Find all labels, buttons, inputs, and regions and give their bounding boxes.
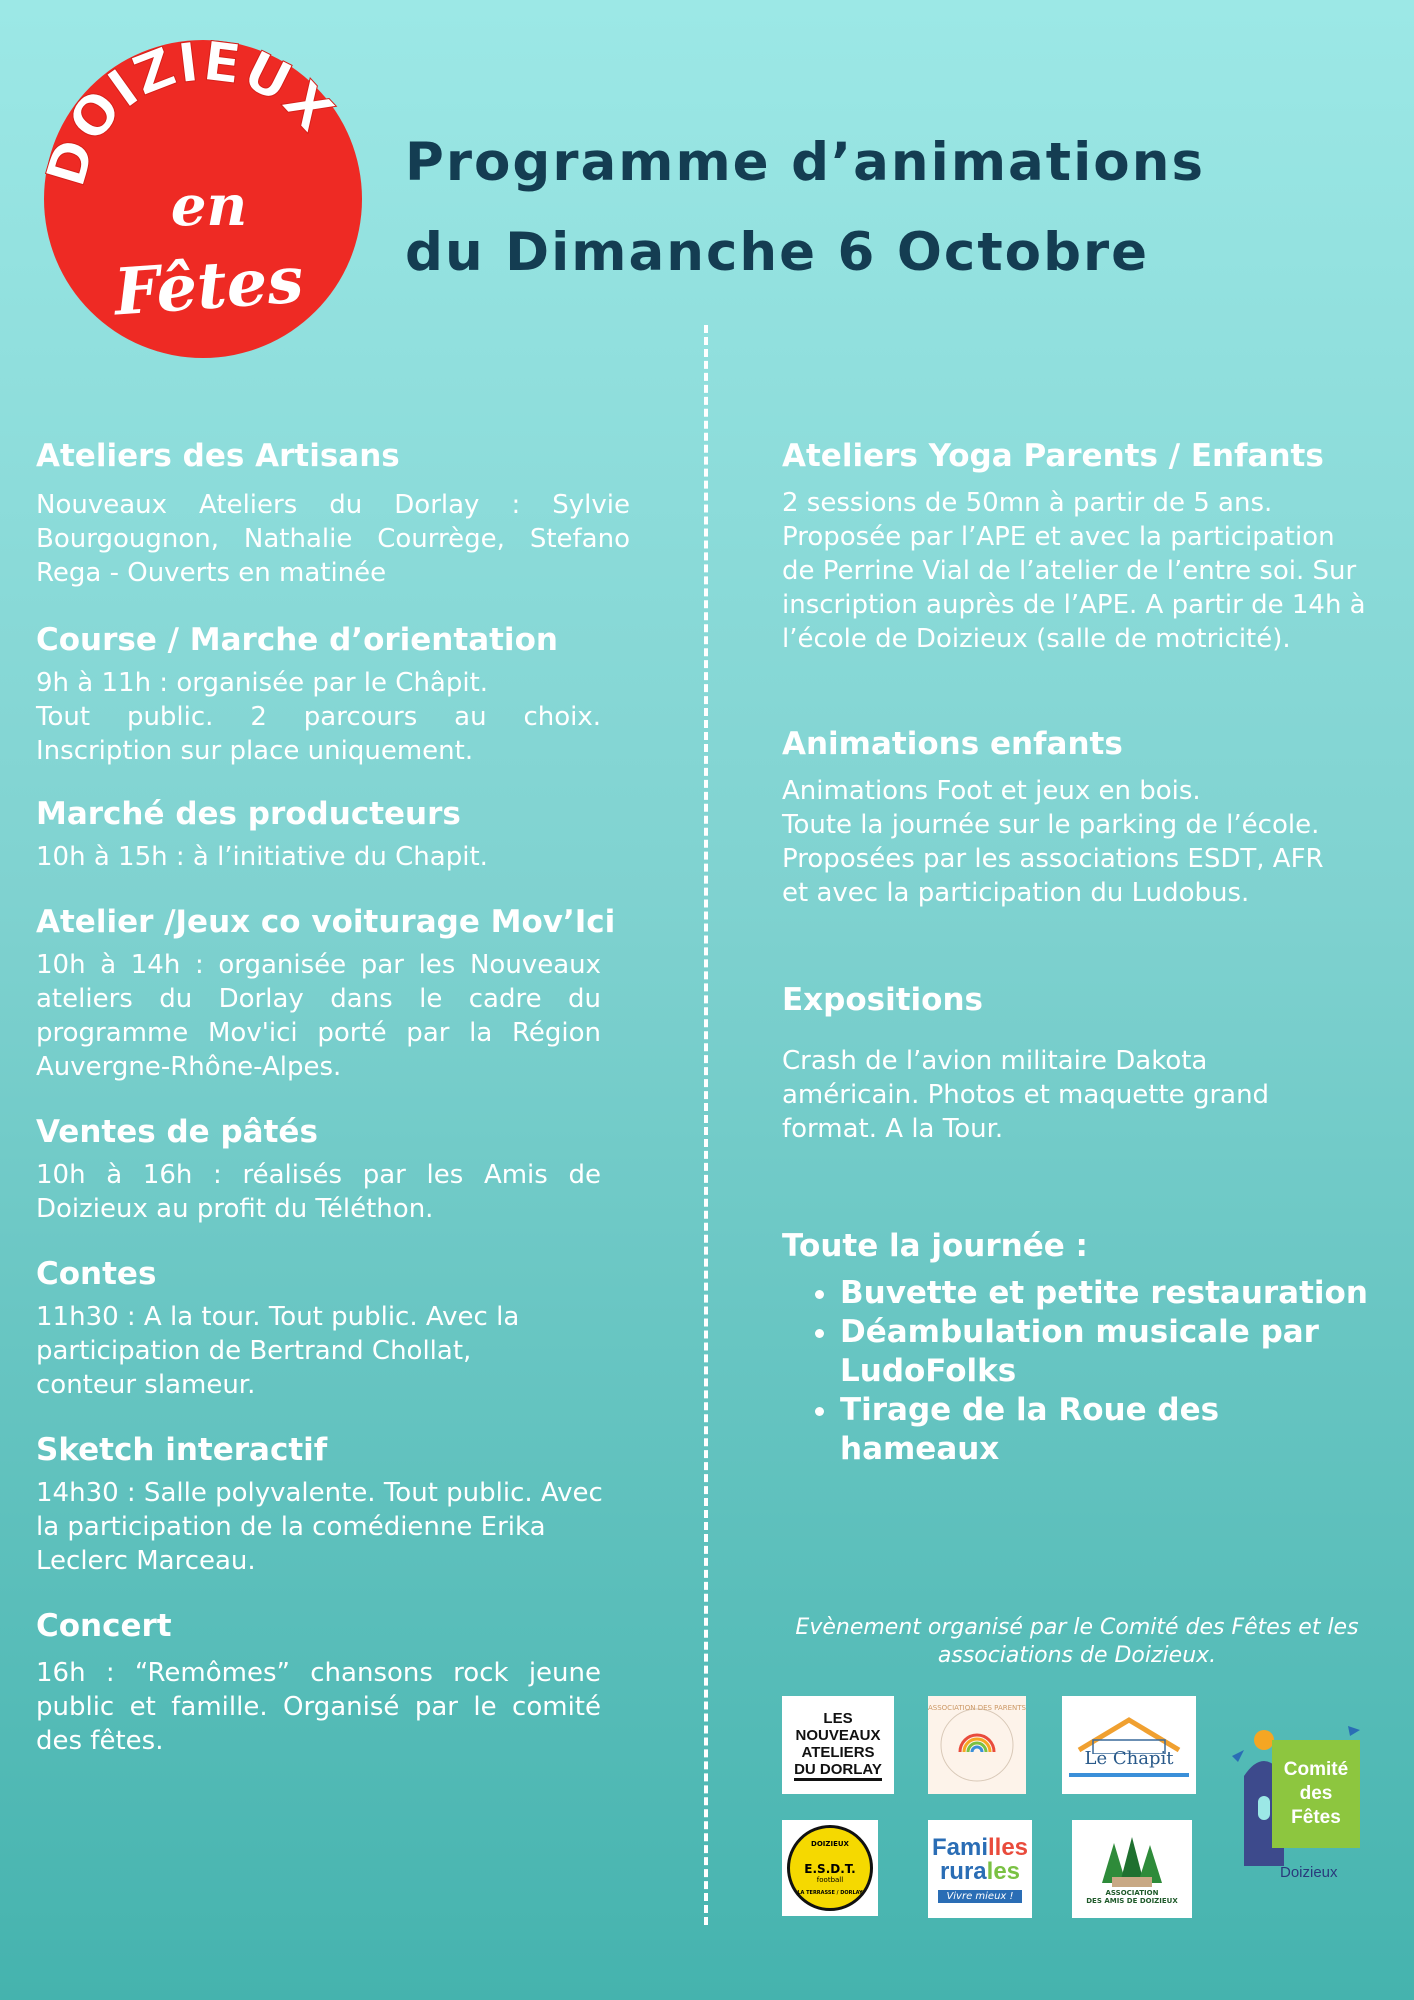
esdt-logo xyxy=(782,1820,878,1916)
section-body: 16h : “Remômes” chansons rock jeune public et famille. Organisé par le comité des fêtes. xyxy=(36,1658,601,1756)
section-title: Animations enfants xyxy=(782,726,1123,762)
section-body: 10h à 14h : organisée par les Nouveaux ateliers du Dorlay dans le cadre du programme Mov'ici porté par la Région Auvergne-Rhône-Alpes. xyxy=(36,950,601,1082)
title-line1: Programme d’animations xyxy=(405,132,1206,193)
list-item: • Déambulation musicale par LudoFolks xyxy=(840,1313,1372,1391)
familles-rurales-logo: Familles rurales Vivre mieux ! xyxy=(928,1820,1032,1918)
ape-logo: ASSOCIATION DES PARENTS xyxy=(928,1696,1026,1794)
section-yoga xyxy=(782,436,1372,656)
column-divider xyxy=(704,325,708,1925)
section-title: Marché des producteurs xyxy=(36,796,461,832)
left-column xyxy=(36,436,630,1758)
svg-text:DOIZIEUX xyxy=(44,40,346,193)
esdt-badge: DOIZIEUX E.S.D.T. football LA TERRASSE / DORLAY xyxy=(787,1825,873,1911)
section-title: Atelier /Jeux co voiturage Mov’Ici xyxy=(36,904,616,940)
section-body: Animations Foot et jeux en bois. Toute la journée sur le parking de l’école. Proposées par les associations ESDT, AFR et avec la participation du Ludobus. xyxy=(782,776,1324,908)
section-title: Course / Marche d’orientation xyxy=(36,622,558,658)
section-title: Toute la journée : xyxy=(782,1228,1088,1264)
section-sketch xyxy=(36,1430,611,1578)
list-item: • Tirage de la Roue des hameaux xyxy=(840,1391,1372,1469)
section-title: Sketch interactif xyxy=(36,1432,328,1468)
doizieux-en-fetes-logo xyxy=(44,40,362,358)
comite-des-fetes-logo: Comité des Fêtes Doizieux xyxy=(1224,1716,1374,1888)
section-title: Ventes de pâtés xyxy=(36,1114,318,1150)
logo-graphic xyxy=(44,40,362,358)
section-ateliers-artisans xyxy=(36,436,630,590)
section-body: Crash de l’avion militaire Dakota américain. Photos et maquette grand format. A la Tour. xyxy=(782,1046,1270,1144)
section-title: Expositions xyxy=(782,982,984,1018)
section-body: Nouveaux Ateliers du Dorlay : Sylvie Bourgougnon, Nathalie Courrège, Stefano Rega - Ouverts en matinée xyxy=(36,490,630,588)
section-concert xyxy=(36,1606,601,1758)
section-animations-enfants xyxy=(782,724,1342,910)
logo-line1: OIZIEUX xyxy=(56,40,346,154)
section-ventes-pates xyxy=(36,1112,601,1226)
nouveaux-ateliers-logo: LES NOUVEAUX ATELIERS DU DORLAY xyxy=(782,1696,894,1794)
water-line xyxy=(1069,1773,1189,1777)
logo-line3: Fêtes xyxy=(111,242,306,331)
section-title: Concert xyxy=(36,1608,172,1644)
list-item: • Buvette et petite restauration xyxy=(840,1274,1372,1313)
section-body: 10h à 15h : à l’initiative du Chapit. xyxy=(36,842,488,872)
organizer-note: Evènement organisé par le Comité des Fêtes et les associations de Doizieux. xyxy=(795,1615,1359,1668)
rainbow-icon xyxy=(932,1700,1022,1790)
section-body: 11h30 : A la tour. Tout public. Avec la participation de Bertrand Chollat, conteur slameur. xyxy=(36,1302,520,1400)
comite-green-box: Comité des Fêtes xyxy=(1272,1740,1360,1848)
title-line2: du Dimanche 6 Octobre xyxy=(405,222,1150,283)
section-body: 9h à 11h : organisée par le Châpit. Tout public. 2 parcours au choix. Inscription sur place uniquement. xyxy=(36,668,601,766)
section-title: Contes xyxy=(36,1256,157,1292)
all-day-list xyxy=(782,1274,1372,1469)
trees-icon xyxy=(1082,1833,1182,1889)
section-course-orientation xyxy=(36,620,601,768)
section-title: Ateliers Yoga Parents / Enfants xyxy=(782,438,1324,474)
section-expositions xyxy=(782,980,1342,1146)
amis-de-doizieux-logo: ASSOCIATION DES AMIS DE DOIZIEUX xyxy=(1072,1820,1192,1918)
section-contes xyxy=(36,1254,566,1402)
section-toute-la-journee xyxy=(782,1226,1372,1469)
section-body: 14h30 : Salle polyvalente. Tout public. Avec la participation de la comédienne Erika Leclerc Marceau. xyxy=(36,1478,603,1576)
section-title: Ateliers des Artisans xyxy=(36,438,400,474)
right-column xyxy=(782,436,1372,1469)
section-body: 2 sessions de 50mn à partir de 5 ans. Proposée par l’APE et avec la participation de Perrine Vial de l’atelier de l’entre soi. Sur inscription auprès de l’APE. A partir de 14h à l’école de Doizieux (salle de motricité). xyxy=(782,488,1366,654)
le-chapit-logo: Le Chapit xyxy=(1062,1696,1196,1794)
section-marche-producteurs xyxy=(36,794,630,874)
section-body: 10h à 16h : réalisés par les Amis de Doizieux au profit du Téléthon. xyxy=(36,1160,601,1224)
page-title xyxy=(405,118,1365,298)
section-covoiturage xyxy=(36,902,616,1084)
logo-line2: en xyxy=(170,173,248,239)
